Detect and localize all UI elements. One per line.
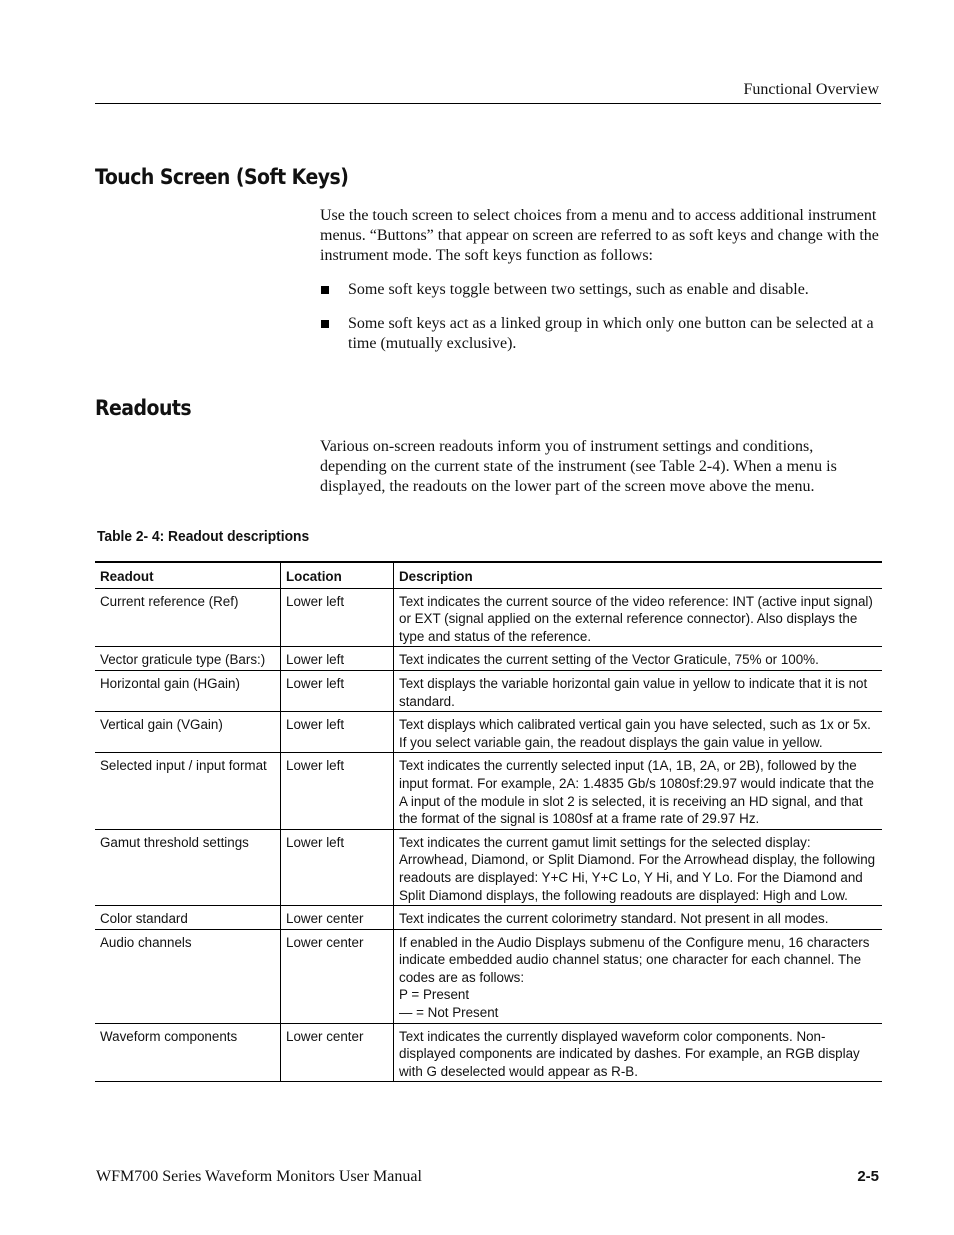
cell-readout: Vertical gain (VGain)	[95, 712, 281, 753]
cell-location: Lower left	[281, 712, 394, 753]
page-number: 2-5	[857, 1168, 879, 1185]
description-line: Text displays the variable horizontal gain value in yellow to indicate that it is not standard.	[399, 675, 868, 709]
cell-location: Lower left	[281, 670, 394, 711]
cell-location: Lower center	[281, 1023, 394, 1082]
description-line: Text indicates the currently selected input (1A, 1B, 2A, or 2B), followed by the input format. For example, 2A: 1.4835 Gb/s 1080sf:29.97 would indicate that the A input of the module in slot 2 is selected, it is receiving an HD signal, and that the format of the signal is 1080sf at a frame rate of 29.97 Hz.	[399, 758, 874, 827]
table-row	[95, 712, 882, 753]
description-line: — = Not Present	[399, 1005, 499, 1021]
touch-screen-body	[320, 206, 882, 368]
cell-location: Lower left	[281, 829, 394, 905]
cell-readout: Gamut threshold settings	[95, 829, 281, 905]
cell-description	[394, 670, 883, 711]
cell-description	[394, 929, 883, 1023]
table-row	[95, 647, 882, 671]
cell-description	[394, 829, 883, 905]
header-rule	[95, 103, 881, 104]
readouts-body	[320, 437, 882, 497]
cell-description	[394, 712, 883, 753]
cell-location: Lower left	[281, 647, 394, 671]
touch-screen-intro: Use the touch screen to select choices from a menu and to access additional instrument menus. “Buttons” that appear on screen are referred to as soft keys and change with the instrument mode. The soft keys function as follows:	[320, 207, 879, 264]
cell-readout: Current reference (Ref)	[95, 588, 281, 647]
cell-readout: Waveform components	[95, 1023, 281, 1082]
square-bullet-icon	[321, 320, 329, 328]
table-header-row	[95, 562, 882, 588]
cell-readout: Audio channels	[95, 929, 281, 1023]
description-line: Text indicates the current gamut limit settings for the selected display: Arrowhead, Diamond, or Split Diamond. For the Arrowhead display, the following readouts are displayed: Y+C Hi, Y+C Lo, Y Hi, and Y Lo. For the Diamond and Split Diamond displays, the following readouts are displayed: High and Low.	[399, 834, 876, 903]
soft-key-bullet-list	[320, 280, 882, 354]
description-line: Text indicates the current source of the video reference: INT (active input signal) or EXT (signal applied on the external reference connector). Also displays the type and status of the reference.	[399, 593, 873, 644]
table-row	[95, 670, 882, 711]
cell-description	[394, 647, 883, 671]
description-line: Text indicates the current setting of the Vector Graticule, 75% or 100%.	[399, 652, 819, 668]
cell-readout: Selected input / input format	[95, 753, 281, 829]
running-header: Functional Overview	[743, 81, 879, 98]
readouts-intro: Various on-screen readouts inform you of instrument settings and conditions, depending on the current state of the instrument (see Table 2-4). When a menu is displayed, the readouts on the lower part of the screen move above the menu.	[320, 438, 837, 495]
description-line: Text indicates the currently displayed waveform color components. Non-displayed components are indicated by dashes. For example, an RGB display with G deselected would appear as R-B.	[399, 1028, 860, 1079]
cell-readout: Horizontal gain (HGain)	[95, 670, 281, 711]
cell-description	[394, 906, 883, 930]
column-header-location: Location	[281, 562, 394, 588]
section-title-readouts: Readouts	[95, 396, 192, 420]
table-caption: Table 2- 4: Readout descriptions	[97, 528, 310, 545]
description-line: Text indicates the current colorimetry standard. Not present in all modes.	[399, 911, 829, 927]
cell-readout: Color standard	[95, 906, 281, 930]
cell-description	[394, 588, 883, 647]
column-header-readout: Readout	[95, 562, 281, 588]
cell-location: Lower left	[281, 588, 394, 647]
table-row	[95, 929, 882, 1023]
list-item	[320, 314, 882, 354]
table-row	[95, 588, 882, 647]
table-row	[95, 906, 882, 930]
list-item	[320, 280, 882, 300]
table-body	[95, 588, 882, 1082]
description-line: P = Present	[399, 987, 470, 1003]
column-header-description: Description	[394, 562, 883, 588]
footer-manual-title: WFM700 Series Waveform Monitors User Manual	[96, 1168, 422, 1185]
cell-location: Lower left	[281, 753, 394, 829]
cell-readout: Vector graticule type (Bars:)	[95, 647, 281, 671]
cell-location: Lower center	[281, 906, 394, 930]
cell-description	[394, 753, 883, 829]
description-line: Text displays which calibrated vertical gain you have selected, such as 1x or 5x. If you select variable gain, the readout displays the gain value in yellow.	[399, 717, 871, 750]
description-line: If enabled in the Audio Displays submenu of the Configure menu, 16 characters indicate embedded audio channel status; one character for each channel. The codes are as follows:	[399, 934, 870, 985]
table-row	[95, 753, 882, 829]
square-bullet-icon	[321, 286, 329, 294]
cell-description	[394, 1023, 883, 1082]
table-row	[95, 829, 882, 905]
bullet-text: Some soft keys act as a linked group in which only one button can be selected at a time (mutually exclusive).	[348, 315, 874, 352]
table-row	[95, 1023, 882, 1082]
section-title-touch-screen: Touch Screen (Soft Keys)	[95, 165, 349, 189]
readout-descriptions-table	[95, 561, 882, 1082]
bullet-text: Some soft keys toggle between two settings, such as enable and disable.	[348, 281, 809, 298]
cell-location: Lower center	[281, 929, 394, 1023]
